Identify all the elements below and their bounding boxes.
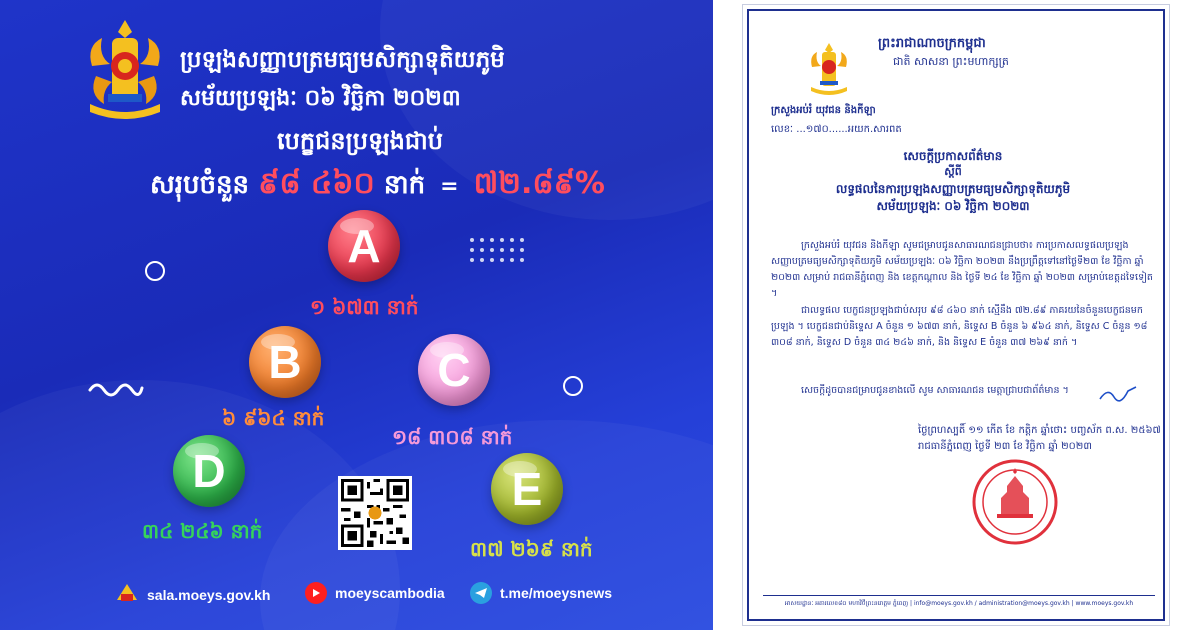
date-block — [918, 423, 1161, 455]
official-seal — [971, 458, 1059, 546]
website-text: sala.moeys.gov.kh — [147, 586, 271, 603]
telegram-link[interactable] — [470, 582, 612, 604]
total-unit: នាក់ — [383, 170, 426, 200]
ring-decoration — [563, 376, 583, 396]
grade-e-count: ៣៧ ២៦៩ នាក់ — [470, 537, 593, 561]
exam-session: សម័យប្រឡងៈ ០៦ វិច្ឆិកា ២០២៣ — [180, 86, 461, 111]
grade-d-count: ៣៤ ២៤៦ នាក់ — [142, 519, 263, 543]
grade-e-ball: E — [491, 453, 563, 525]
solar-date: រាជធានីភ្នំពេញ ថ្ងៃទី ២៣ ខែ វិច្ឆិកា ឆ្នាំ ២០២៣ — [918, 441, 1092, 452]
youtube-text: moeyscambodia — [335, 585, 445, 601]
grade-b-ball: B — [249, 326, 321, 398]
signature-mark — [1098, 383, 1138, 405]
total-passed — [150, 164, 660, 208]
squiggle-decoration — [88, 380, 144, 398]
equals-sign: = — [440, 174, 459, 199]
press-release-document — [742, 4, 1170, 626]
youtube-link[interactable] — [305, 582, 445, 604]
grade-a-ball: A — [328, 210, 400, 282]
qr-code[interactable] — [338, 476, 412, 550]
youtube-icon — [305, 582, 327, 604]
paragraph-1: ក្រសួងអប់រំ យុវជន និងកីឡា សូមជម្រាបជូនសាធារណជនជ្រាបថា៖ ការប្រកាសលទ្ធផលប្រឡងសញ្ញាបត្រមធ្យមសិក្សាទុតិយភូមិ សម័យប្រឡងៈ ០៦ វិច្ឆិកា ២០២៣ នឹងប្រព្រឹត្តទៅនៅថ្ងៃទី២៣ ខែ វិច្ឆិកា ឆ្នាំ ២០២៣ សម្រាប់ រាជធានីភ្នំពេញ និង ខេត្តកណ្តាល និង ថ្ងៃទី ២៤ ខែ វិច្ឆិកា ឆ្នាំ ២០២៣ សម្រាប់ខេត្តដទៃទៀត ។ — [771, 240, 1153, 299]
doc-heading: សេចក្តីប្រកាសព័ត៌មាន — [903, 149, 1003, 163]
document-footer: អាសយដ្ឋានៈ អគារលេខ៨០ មហាវិថីព្រះនរោត្តម ភ្នំពេញ | info@moeys.gov.kh / administration@moeys.gov.kh | www.moeys.gov.kh — [763, 595, 1155, 608]
telegram-icon — [470, 582, 492, 604]
passed-heading: បេក្ខជនប្រឡងជាប់ — [277, 127, 443, 155]
ministry-seal-logo — [807, 41, 851, 99]
paragraph-3: សេចក្តីដូចបានជម្រាបជូនខាងលើ សូម សាធារណជន មេត្តាជ្រាបជាព័ត៌មាន ។ — [801, 385, 1069, 396]
ministry-name: ក្រសួងអប់រំ យុវជន និងកីឡា — [771, 105, 876, 116]
lunar-date: ថ្ងៃព្រហស្បតិ៍ ១១ កើត ខែ កត្តិក ឆ្នាំថោះ បញ្ចស័ក ព.ស. ២៥៦៧ — [918, 425, 1161, 436]
website-link[interactable] — [115, 582, 270, 607]
grade-c-ball: C — [418, 334, 490, 406]
grade-a-count: ១ ៦៧៣ នាក់ — [310, 295, 419, 319]
exam-title: ប្រឡងសញ្ញាបត្រមធ្យមសិក្សាទុតិយភូមិ — [180, 47, 505, 73]
grade-d-ball: D — [173, 435, 245, 507]
paragraph-2: ជាលទ្ធផល បេក្ខជនប្រឡងជាប់សរុប ៩៨ ៤៦០ នាក់ ស្មើនឹង ៧២.៨៩ ភាគរយនៃចំនួនបេក្ខជនមកប្រឡង ។ បេក្ខជនជាប់និទ្ទេស A ចំនួន ១ ៦៧៣ នាក់, និទ្ទេស B ចំនួន ៦ ៩៦៤ នាក់, និទ្ទេស C ចំនួន ១៨ ៣០៨ នាក់, និទ្ទេស D ចំនួន ៣៤ ២៤៦ នាក់, និង និទ្ទេស E ចំនួន ៣៧ ២៦៩ នាក់ ។ — [771, 305, 1148, 348]
total-prefix: សរុបចំនួន — [150, 170, 250, 200]
kingdom-title: ព្រះរាជាណាចក្រកម្ពុជា — [878, 36, 986, 51]
grade-b-count: ៦ ៩៦៤ នាក់ — [222, 406, 325, 430]
dots-decoration — [468, 236, 528, 264]
total-count: ៩៨ ៤៦០ — [258, 166, 375, 201]
document-number: លេខៈ ...១៧០......អយក.សារពត — [771, 124, 902, 135]
ministry-logo — [82, 16, 168, 128]
website-icon — [115, 582, 139, 607]
national-motto: ជាតិ សាសនា ព្រះមហាក្សត្រ — [893, 55, 1009, 68]
doc-session: សម័យប្រឡងៈ ០៦ វិច្ឆិកា ២០២៣ — [876, 199, 1030, 213]
grade-c-count: ១៨ ៣០៨ នាក់ — [392, 425, 513, 449]
telegram-text: t.me/moeysnews — [500, 585, 613, 601]
doc-subheading: ស្តីពី — [944, 165, 962, 178]
ring-decoration — [145, 261, 165, 281]
total-percent: ៧២.៨៩% — [473, 166, 605, 201]
doc-topic: លទ្ធផលនៃការប្រឡងសញ្ញាបត្រមធ្យមសិក្សាទុតិយភូមិ — [835, 182, 1071, 196]
